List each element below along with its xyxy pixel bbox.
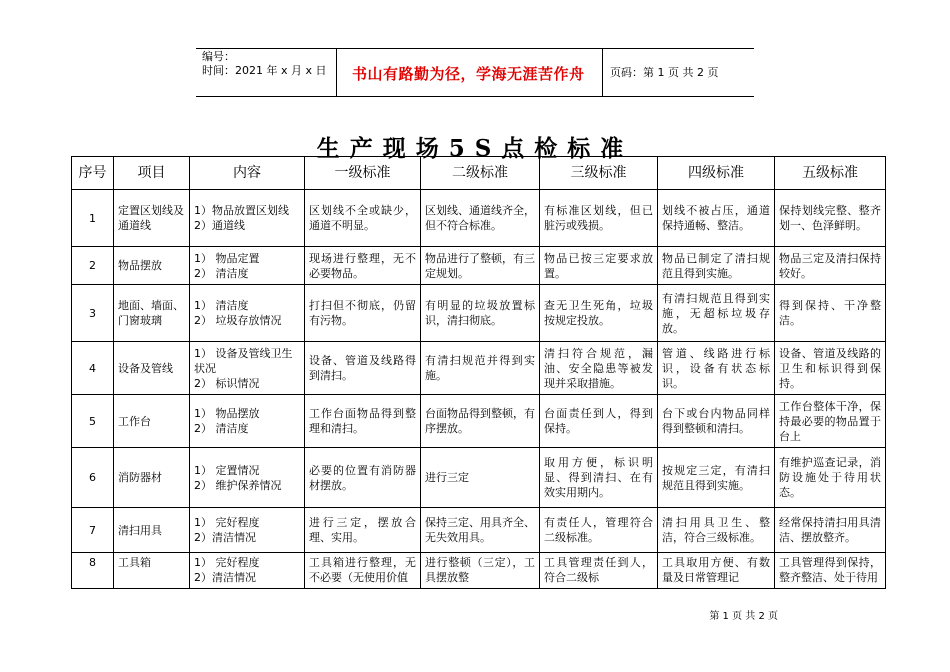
- level-4-standard: 台下或台内物品同样得到整顿和清扫。: [658, 395, 775, 448]
- row-item: 设备及管线: [114, 342, 190, 395]
- level-1-standard: 现场进行整理，无不必要物品。: [305, 247, 421, 285]
- row-number: 8: [72, 553, 114, 589]
- level-3-standard: 有责任人，管理符合二级标准。: [540, 508, 658, 553]
- level-4-standard: 清扫用具卫生、整洁，符合三级标准。: [658, 508, 775, 553]
- level-2-standard: 进行整顿（三定），工具摆放整: [421, 553, 540, 589]
- level-1-standard: 区划线不全或缺少，通道不明显。: [305, 190, 421, 247]
- inspection-table: [71, 156, 886, 589]
- level-2-standard: 有明显的垃圾放置标识，清扫彻底。: [421, 285, 540, 342]
- table-row: [72, 342, 886, 395]
- date-label: 时间：2021 年 x 月 x 日: [202, 64, 327, 77]
- level-1-standard: 打扫但不彻底，仍留有污物。: [305, 285, 421, 342]
- page-footer: 第 1 页 共 2 页: [709, 611, 778, 622]
- row-item: 物品摆放: [114, 247, 190, 285]
- level-3-standard: 物品已按三定要求放置。: [540, 247, 658, 285]
- column-header: 五级标准: [775, 157, 886, 190]
- level-3-standard: 查无卫生死角，垃圾按规定投放。: [540, 285, 658, 342]
- level-4-standard: 划线不被占压，通道保持通畅、整洁。: [658, 190, 775, 247]
- content-line: 1） 物品定置: [194, 251, 260, 265]
- table-row: [72, 285, 886, 342]
- column-header: 内容: [190, 157, 305, 190]
- level-5-standard: 有维护巡查记录，消防设施处于待用状态。: [775, 448, 886, 508]
- content-line: 2）通道线: [194, 219, 245, 232]
- header-top-rule: [196, 48, 754, 49]
- row-content: [190, 553, 305, 589]
- row-number: 3: [72, 285, 114, 342]
- content-line: 1） 清洁度: [194, 299, 249, 312]
- level-3-standard: 取用方便，标识明显、得到清扫、在有效实用期内。: [540, 448, 658, 508]
- level-3-standard: 有标准区划线，但已脏污或残损。: [540, 190, 658, 247]
- row-item: 定置区划线及通道线: [114, 190, 190, 247]
- content-line: 2） 清洁度: [194, 422, 249, 435]
- content-line: 1） 完好程度: [194, 516, 260, 529]
- level-2-standard: 有清扫规范并得到实施。: [421, 342, 540, 395]
- level-3-standard: 台面责任到人，得到保持。: [540, 395, 658, 448]
- column-header: 二级标准: [421, 157, 540, 190]
- content-line: 2） 清洁度: [194, 266, 249, 280]
- level-1-standard: 进行三定，摆放合理、实用。: [305, 508, 421, 553]
- level-5-standard: 经常保持清扫用具清洁、摆放整齐。: [775, 508, 886, 553]
- content-line: 2）清洁情况: [194, 571, 256, 584]
- level-4-standard: 按规定三定，有清扫规范且得到实施。: [658, 448, 775, 508]
- level-4-standard: 管道、线路进行标识，设备有状态标识。: [658, 342, 775, 395]
- row-item: 工作台: [114, 395, 190, 448]
- level-2-standard: 台面物品得到整顿，有序摆放。: [421, 395, 540, 448]
- header-bottom-rule: [196, 96, 754, 97]
- row-item: 工具箱: [114, 553, 190, 589]
- row-number: 1: [72, 190, 114, 247]
- level-5-standard: 设备、管道及线路的卫生和标识得到保持。: [775, 342, 886, 395]
- level-3-standard: 工具管理责任到人，符合二级标: [540, 553, 658, 589]
- level-1-standard: 工作台面物品得到整理和清扫。: [305, 395, 421, 448]
- row-number: 6: [72, 448, 114, 508]
- row-content: [190, 395, 305, 448]
- page-label: 页码：第 1 页 共 2 页: [610, 66, 719, 79]
- table-row: [72, 508, 886, 553]
- level-5-standard: 得到保持、干净整洁。: [775, 285, 886, 342]
- row-content: [190, 285, 305, 342]
- table-row: [72, 395, 886, 448]
- table-row: [72, 190, 886, 247]
- column-header: 三级标准: [540, 157, 658, 190]
- level-5-standard: 工具管理得到保持，整齐整洁、处于待用: [775, 553, 886, 589]
- content-line: 1） 定置情况: [194, 463, 260, 477]
- row-content: [190, 508, 305, 553]
- column-header: 一级标准: [305, 157, 421, 190]
- table-row: [72, 247, 886, 285]
- row-number: 4: [72, 342, 114, 395]
- row-content: [190, 342, 305, 395]
- row-number: 2: [72, 247, 114, 285]
- level-5-standard: 物品三定及清扫保持较好。: [775, 247, 886, 285]
- content-line: 1）物品放置区划线: [194, 204, 289, 217]
- level-1-standard: 工具箱进行整理，无不必要（无使用价值: [305, 553, 421, 589]
- level-1-standard: 必要的位置有消防器材摆放。: [305, 448, 421, 508]
- level-2-standard: 保持三定、用具齐全、无失效用具。: [421, 508, 540, 553]
- row-number: 7: [72, 508, 114, 553]
- level-1-standard: 设备、管道及线路得到清扫。: [305, 342, 421, 395]
- content-line: 2） 标识情况: [194, 376, 260, 390]
- content-line: 2） 垃圾存放情况: [194, 314, 282, 327]
- row-item: 地面、墙面、门窗玻璃: [114, 285, 190, 342]
- header-divider: [336, 49, 337, 96]
- level-2-standard: 进行三定: [421, 448, 540, 508]
- table-row: [72, 448, 886, 508]
- level-5-standard: 工作台整体干净，保持最必要的物品置于台上: [775, 395, 886, 448]
- column-header: 项目: [114, 157, 190, 190]
- level-4-standard: 工具取用方便、有数量及日常管理记: [658, 553, 775, 589]
- column-header: 四级标准: [658, 157, 775, 190]
- table-header-row: [72, 157, 886, 190]
- number-label: 编号：: [202, 50, 235, 63]
- content-line: 1） 设备及管线卫生状况: [194, 346, 293, 375]
- row-content: [190, 190, 305, 247]
- level-2-standard: 区划线、通道线齐全，但不符合标准。: [421, 190, 540, 247]
- content-line: 2） 维护保养情况: [194, 478, 282, 492]
- header-divider: [602, 49, 603, 96]
- table-row: [72, 553, 886, 589]
- row-content: [190, 247, 305, 285]
- content-line: 1） 完好程度: [194, 556, 260, 569]
- level-3-standard: 清扫符合规范，漏油、安全隐患等被发现并采取措施。: [540, 342, 658, 395]
- motto: 书山有路勤为径，学海无涯苦作舟: [352, 65, 585, 83]
- column-header: 序号: [72, 157, 114, 190]
- page-title: 生产现场5S点检标准: [316, 135, 634, 162]
- content-line: 1） 物品摆放: [194, 407, 260, 420]
- level-5-standard: 保持划线完整、整齐划一、色泽鲜明。: [775, 190, 886, 247]
- row-item: 消防器材: [114, 448, 190, 508]
- level-4-standard: 有清扫规范且得到实施，无超标垃圾存放。: [658, 285, 775, 342]
- row-number: 5: [72, 395, 114, 448]
- level-4-standard: 物品已制定了清扫规范且得到实施。: [658, 247, 775, 285]
- row-content: [190, 448, 305, 508]
- level-2-standard: 物品进行了整顿，有三定规划。: [421, 247, 540, 285]
- content-line: 2）清洁情况: [194, 531, 256, 544]
- row-item: 清扫用具: [114, 508, 190, 553]
